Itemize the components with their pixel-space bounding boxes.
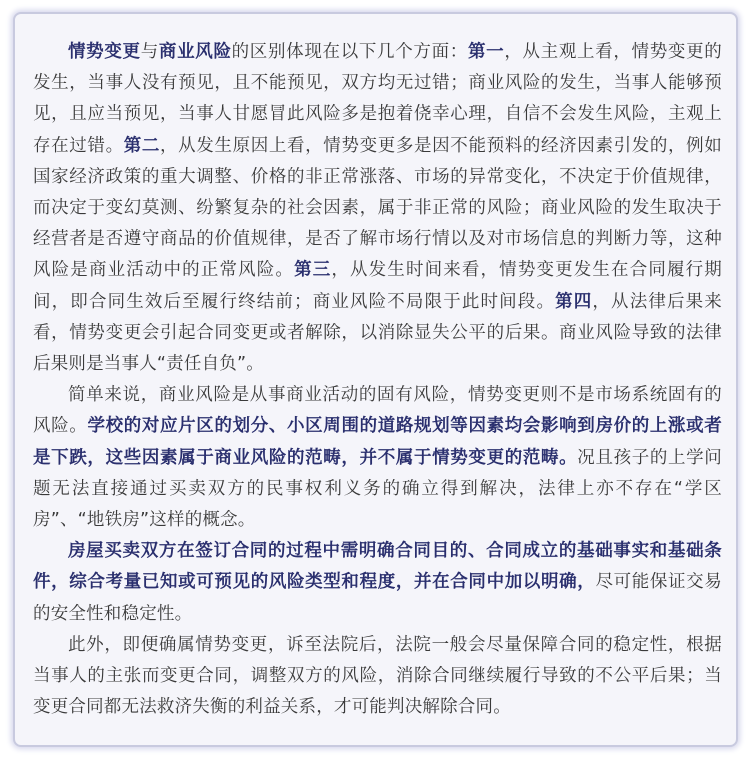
term-change-of-circumstances: 情势变更 [68,42,141,62]
point-third: 第三 [294,260,332,281]
paragraph-court [33,630,722,724]
text-run: 况且孩子的上学问题无法直接通过买卖双方的民事权利义务的确立得到解决，法律上亦不存在“学区房”、“地铁房”这样的概念。 [33,447,722,531]
article-card [13,12,738,747]
text-run: ，从主观上看，情势变更的发生，当事人没有预见，且不能预见，双方均无过错；商业风险的发生，当事人能够预见，且应当预见，当事人甘愿冒此风险多是抱着侥幸心理，自信不会发生风险，主观上存在过错。 [33,42,722,156]
text-run: ，从法律后果来看，情势变更会引起合同变更或者解除，以消除显失公平的后果。商业风险导致的法律后果则是当事人“责任自负”。 [33,291,722,375]
highlight-school-district: 学校的对应片区的划分、小区周围的道路规划等因素均会影响到房价的上涨或者是下跌，这些因素属于商业风险的范畴，并不属于情势变更的范畴。 [33,416,722,468]
text-run: ，从发生时间来看，情势变更发生在合同履行期间，即合同生效后至履行终结前；商业风险不局限于此时间段。 [33,260,722,312]
text-run: 简单来说，商业风险是从事商业活动的固有风险，情势变更则不是市场系统固有的风险。 [33,385,722,437]
text-run: ，从发生原因上看，情势变更多是因不能预料的经济因素引发的，例如国家经济政策的重大调整、价格的非正常涨落、市场的异常变化，不决定于价值规律，而决定于变幻莫测、纷繁复杂的社会因素，属于非正常的风险；商业风险的发生取决于经营者是否遵守商品的价值规律，是否了解市场行情以及对市场信息的判断力等，这种风险是商业活动中的正常风险。 [33,135,723,281]
term-commercial-risk: 商业风险 [158,42,232,62]
paragraph-advice [33,536,722,630]
point-fourth: 第四 [555,291,593,312]
paragraph-comparison [33,37,722,380]
highlight-contract-advice: 房屋买卖双方在签订合同的过程中需明确合同目的、合同成立的基础事实和基础条件，综合考量已知或可预见的风险类型和程度，并在合同中加以明确， [33,541,722,593]
text-run: 尽可能保证交易的安全性和稳定性。 [33,572,722,624]
point-first: 第一 [467,42,505,62]
text-run: 与 [140,42,159,62]
text-run: 的区别体现在以下几个方面： [231,42,468,62]
point-second: 第二 [123,135,161,156]
text-run: 此外，即便确属情势变更，诉至法院后，法院一般会尽量保障合同的稳定性，根据当事人的主张而变更合同，调整双方的风险，消除合同继续履行导致的不公平后果；当变更合同都无法救济失衡的利益关系，才可能判决解除合同。 [33,634,722,718]
paragraph-summary [33,380,722,536]
